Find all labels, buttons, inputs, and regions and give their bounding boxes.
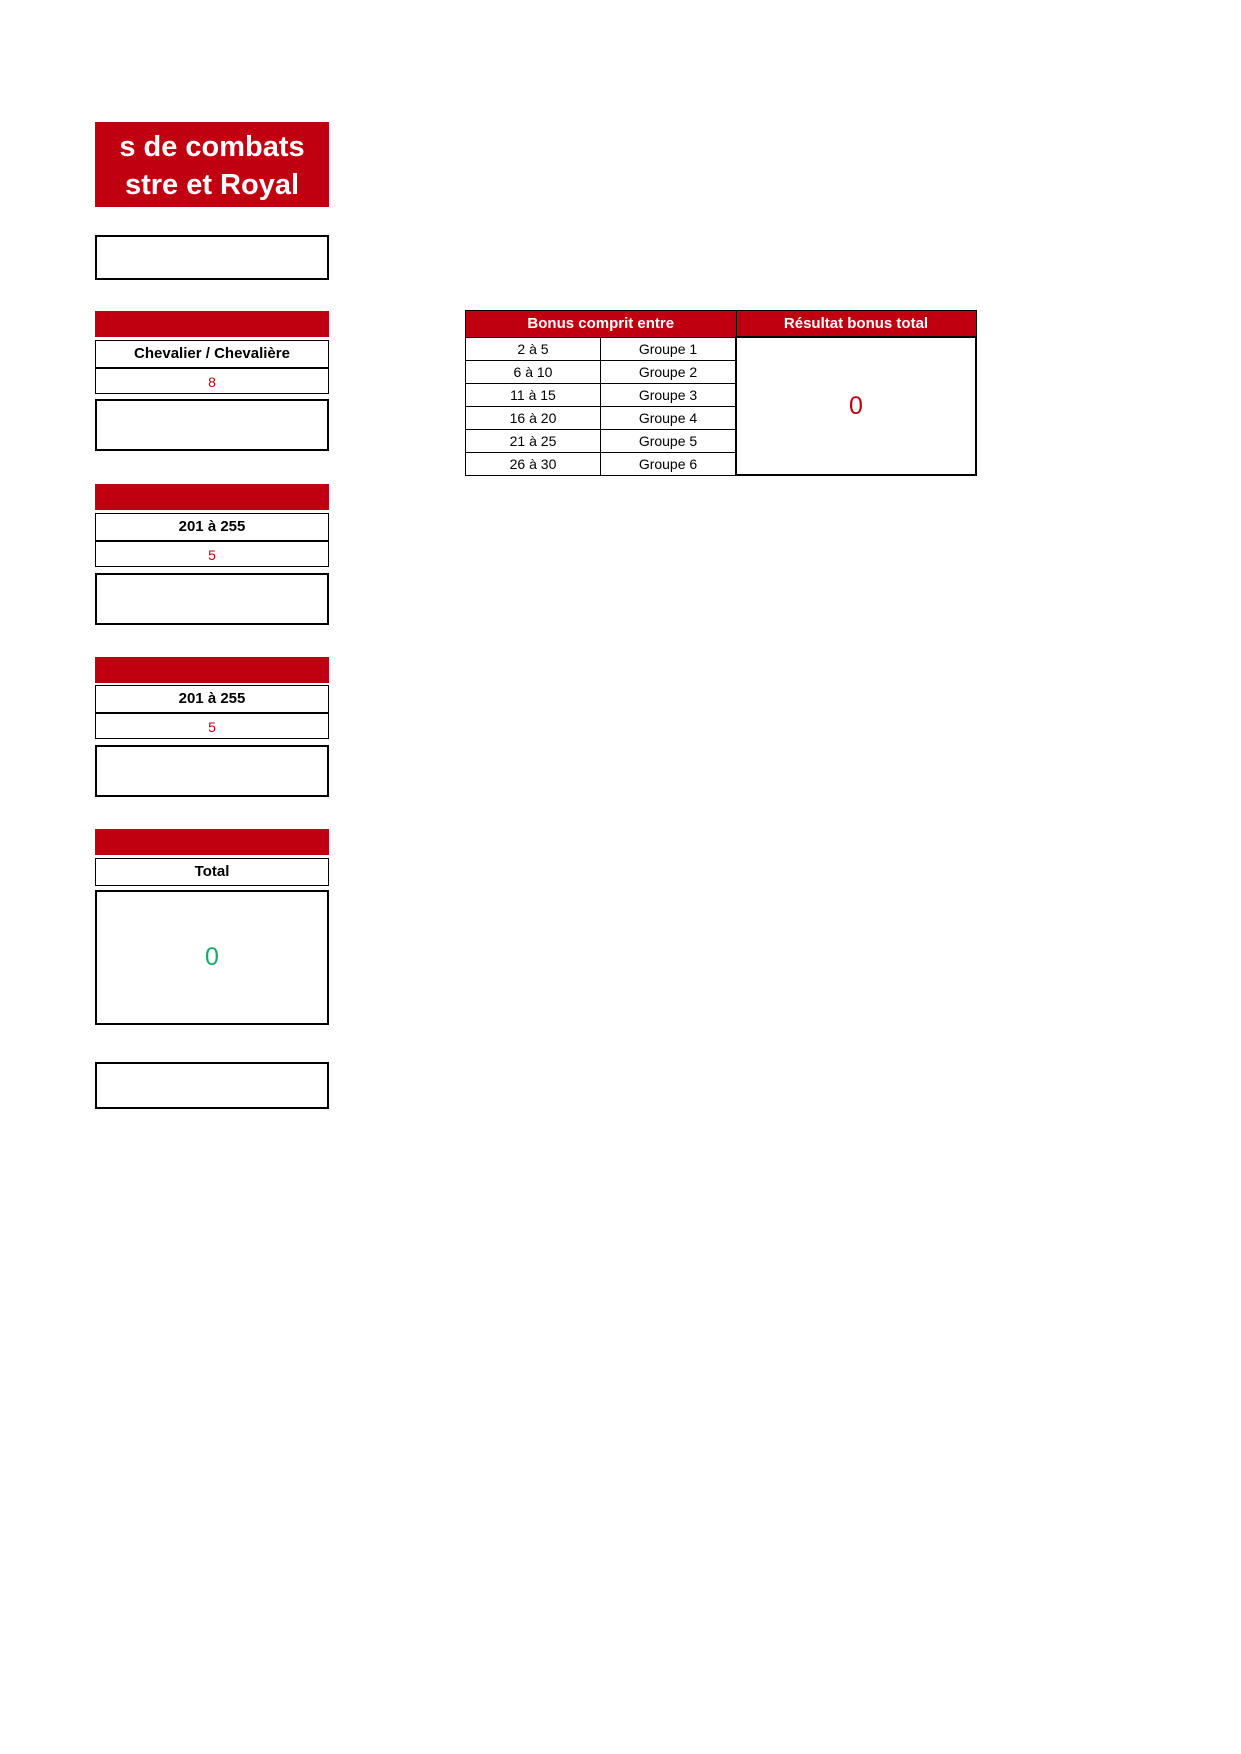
bonus-group-6: Groupe 6 xyxy=(601,452,737,475)
block-2-empty-panel xyxy=(95,573,329,625)
bonus-table-header-row xyxy=(466,311,977,338)
block-1-value[interactable]: 8 xyxy=(95,368,329,394)
block-3-label: 201 à 255 xyxy=(95,685,329,713)
total-block-red-header xyxy=(95,829,329,855)
bonus-range-6: 26 à 30 xyxy=(466,452,601,475)
block-1-label: Chevalier / Chevalière xyxy=(95,340,329,368)
bonus-range-2: 6 à 10 xyxy=(466,360,601,383)
bonus-group-2: Groupe 2 xyxy=(601,360,737,383)
block-3-value[interactable]: 5 xyxy=(95,713,329,739)
block-3-empty-panel xyxy=(95,745,329,797)
bonus-group-3: Groupe 3 xyxy=(601,383,737,406)
block-3-red-header xyxy=(95,657,329,683)
block-2-label: 201 à 255 xyxy=(95,513,329,541)
document-title-line-1: s de combats xyxy=(119,131,305,163)
total-block-value-panel xyxy=(95,890,329,1025)
bonus-table-header-range: Bonus comprit entre xyxy=(466,311,737,338)
table-row xyxy=(466,337,977,360)
document-title-line-2: stre et Royal xyxy=(124,169,300,201)
bonus-range-3: 11 à 15 xyxy=(466,383,601,406)
bonus-group-1: Groupe 1 xyxy=(601,337,737,360)
block-2-value[interactable]: 5 xyxy=(95,541,329,567)
block-1-empty-panel xyxy=(95,399,329,451)
bonus-range-1: 2 à 5 xyxy=(466,337,601,360)
bonus-total-result: 0 xyxy=(736,337,976,475)
bonus-group-5: Groupe 5 xyxy=(601,429,737,452)
bonus-group-4: Groupe 4 xyxy=(601,406,737,429)
document-title-banner xyxy=(95,122,329,207)
total-block-label: Total xyxy=(95,858,329,886)
block-1-red-header xyxy=(95,311,329,337)
bonus-table-header-result: Résultat bonus total xyxy=(736,311,976,338)
empty-panel-top xyxy=(95,235,329,280)
block-2-red-header xyxy=(95,484,329,510)
bonus-range-5: 21 à 25 xyxy=(466,429,601,452)
bonus-range-4: 16 à 20 xyxy=(466,406,601,429)
bonus-table xyxy=(465,310,977,476)
bottom-empty-panel xyxy=(95,1062,329,1109)
total-block-value: 0 xyxy=(205,943,219,971)
